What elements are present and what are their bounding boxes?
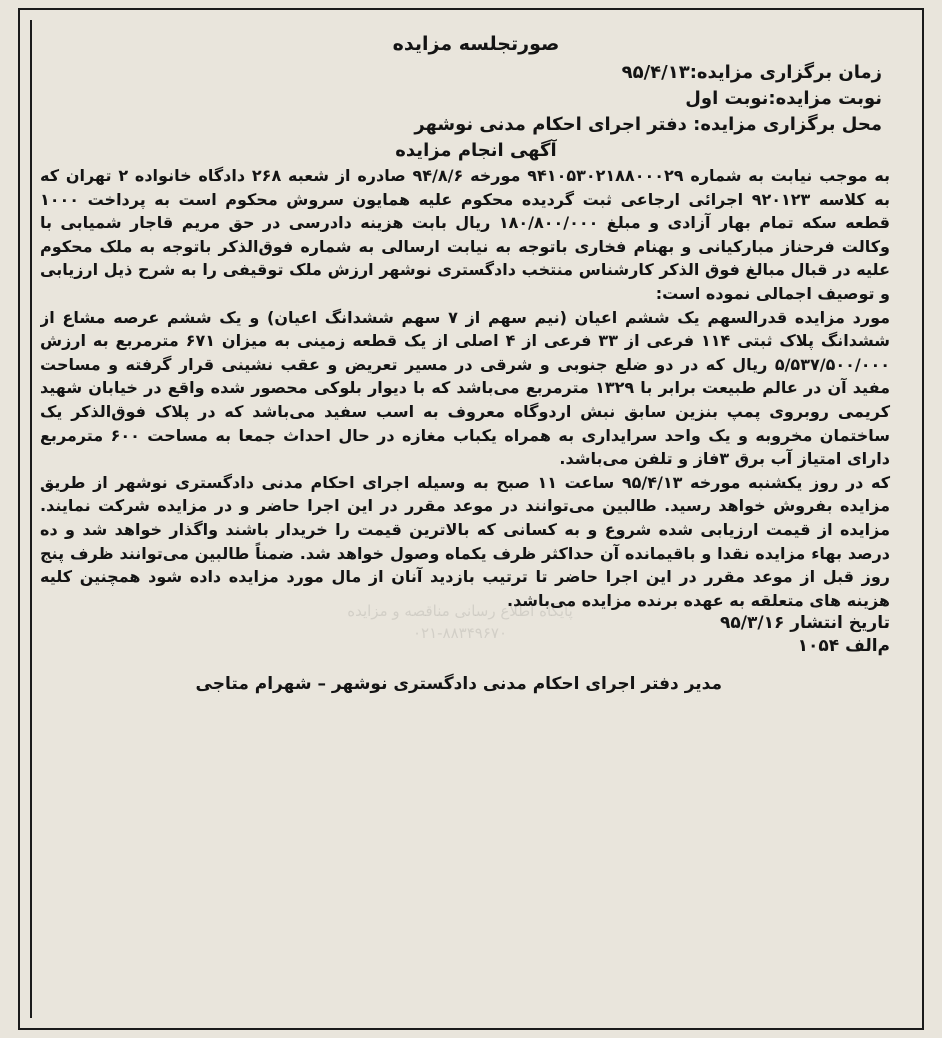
auction-venue-line: محل برگزاری مزایده: دفتر اجرای احکام مدنی نوشهر bbox=[414, 114, 882, 135]
watermark-name: پایگاه اطلاع رسانی مناقصه و مزایده bbox=[347, 602, 573, 620]
notice-title: صورتجلسه مزایده bbox=[392, 33, 560, 55]
auction-notice bbox=[40, 30, 912, 1030]
signature-line: مدیر دفتر اجرای احکام مدنی دادگستری نوشهر – شهرام متاجی bbox=[195, 674, 722, 695]
column-rule bbox=[30, 20, 32, 1018]
auction-round-line: نوبت مزایده:نوبت اول bbox=[685, 88, 882, 109]
paragraph-terms: که در روز یکشنبه مورخه ۹۵/۴/۱۳ ساعت ۱۱ صبح به وسیله اجرای احکام مدنی دادگستری نوشهر از طریق مزایده بفروش خواهد رسید. طالبین می‌توانند در موعد مقرر در این اجرا حاضر و در مزایده شرکت نمایند. مزایده از قیمت ارزیابی شده شروع و به کسانی که بالاترین قیمت را خریدار باشند واگذار خواهد شد و ده درصد بهاء مزایده نقدا و باقیمانده آن حداکثر ظرف یکماه وصول خواهد شد. ضمناً طالبین می‌توانند ظرف پنج روز قبل از موعد مقرر در این اجرا حاضر تا ترتیب بازدید آنان از مال مورد مزایده داده شود همچنین کلیه هزینه های متعلقه به عهده برنده مزایده می‌باشد. bbox=[40, 472, 891, 610]
paragraph-warrant: به موجب نیابت به شماره ۹۴۱۰۵۳۰۲۱۸۸۰۰۰۲۹ مورخه ۹۴/۸/۶ صادره از شعبه ۲۶۸ دادگاه خانواده ۲ تهران که به کلاسه ۹۲۰۱۲۳ اجرائی ارجاعی ثبت گردیده محکوم علیه همایون سروش محکوم است به پرداخت ۱۰۰۰ قطعه سکه تمام بهار آزادی و مبلغ ۱۸۰/۸۰۰/۰۰۰ ریال بابت هزینه دادرسی در حق مریم قاجار شمیابی با وکالت فرحناز مبارکیانی و بهنام فخاری باتوجه به نیابت ارسالی به شماره فوق‌الذکر باتوجه به ملک محکوم علیه در قبال مبالغ فوق الذکر کارشناس منتخب دادگستری نوشهر ارزش ملک توقیفی را به شرح ذیل ارزیابی و توصیف اجمالی نموده است: bbox=[40, 166, 891, 303]
notice-subtitle: آگهی انجام مزایده bbox=[395, 140, 557, 161]
watermark-phone: ۰۲۱-۸۸۳۴۹۶۷۰ bbox=[412, 624, 508, 642]
auction-date-line: زمان برگزاری مزایده:۹۵/۴/۱۳ bbox=[621, 62, 882, 83]
paragraph-property: مورد مزایده قدرالسهم یک ششم اعیان (نیم سهم از ۷ سهم ششدانگ اعیان) و یک ششم عرصه مشاع از ششدانگ پلاک ثبتی ۱۱۴ فرعی از ۳۳ فرعی از ۴ اصلی از یک قطعه زمینی به میزان ۶۷۱ مترمربع به ارزش ۵/۵۳۷/۵۰۰/۰۰۰ ریال که در دو ضلع جنوبی و شرقی در مسیر تعریض و عقب نشینی قرار گرفته و مساحت مفید آن در عالم طبیعت برابر با ۱۳۲۹ مترمربع می‌باشد که با دیوار بلوکی محصور شده واقع در خیابان شهید کریمی روبروی پمپ بنزین سابق نبش اردوگاه معروف به اسب سفید می‌باشد که در پلاک فوق‌الذکر یک ساختمان مخروبه و یک واحد سرایداری به همراه یکباب مغازه در حال احداث جمعا به مساحت ۶۰۰ مترمربع دارای امتیاز آب برق ۳فاز و تلفن می‌باشد. bbox=[40, 307, 891, 469]
publish-date: تاریخ انتشار ۹۵/۳/۱۶ bbox=[720, 613, 890, 634]
notice-code: م‌الف ۱۰۵۴ bbox=[797, 636, 890, 657]
